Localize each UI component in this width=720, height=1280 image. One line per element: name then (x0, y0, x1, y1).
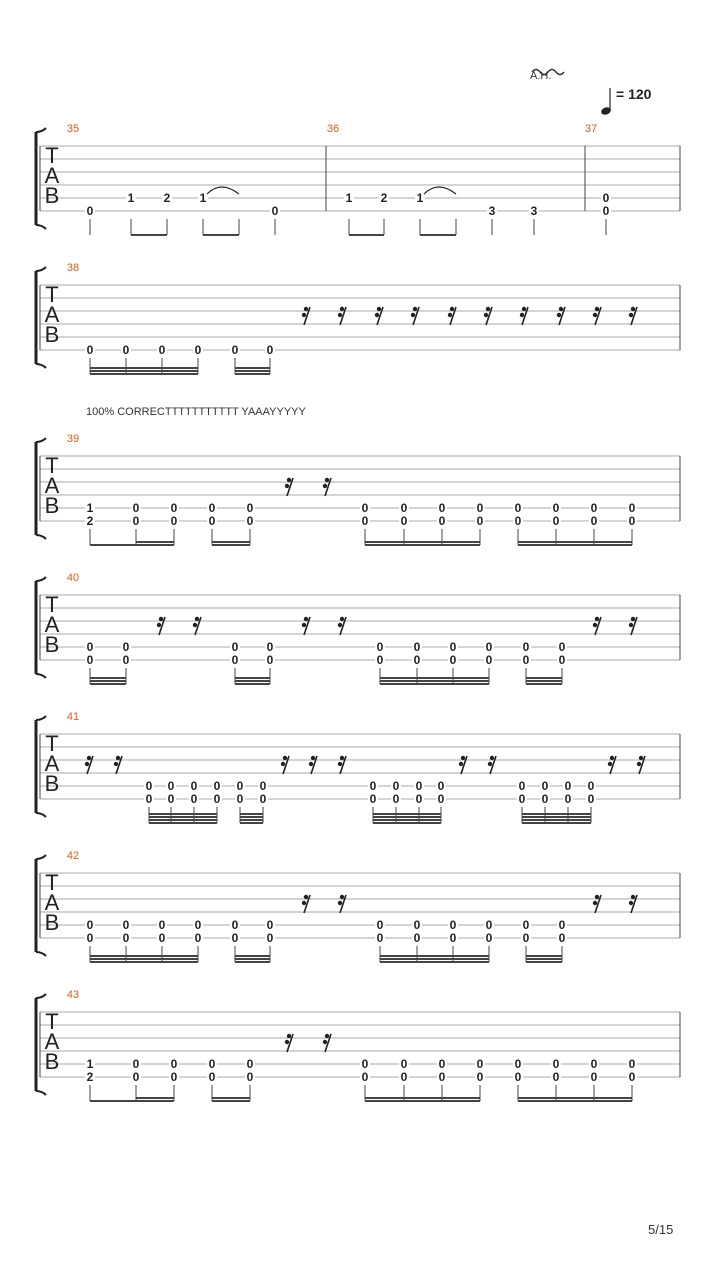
rest-dot (631, 895, 635, 899)
rest-dot (629, 901, 633, 905)
fret-number: 0 (514, 501, 522, 515)
tab-clef-letter-t: T (45, 1009, 59, 1034)
fret-number: 0 (271, 204, 279, 218)
rest-dot (281, 762, 285, 766)
rest-dot (287, 478, 291, 482)
tab-clef-letter-b: B (44, 910, 60, 935)
fret-number: 0 (369, 779, 377, 793)
fret-number: 0 (541, 792, 549, 806)
rest-dot (340, 895, 344, 899)
rest-dot (557, 313, 561, 317)
fret-number: 0 (361, 501, 369, 515)
fret-number: 2 (86, 514, 94, 528)
fret-number: 0 (167, 792, 175, 806)
fret-number: 0 (194, 931, 202, 945)
rest-dot (639, 756, 643, 760)
fret-number: 0 (122, 343, 130, 357)
fret-number: 0 (231, 653, 239, 667)
fret-number: 0 (194, 343, 202, 357)
rest-dot (87, 756, 91, 760)
fret-number: 0 (158, 918, 166, 932)
fret-number: 0 (392, 792, 400, 806)
fret-number: 3 (530, 204, 538, 218)
rest-dot (522, 307, 526, 311)
fret-number: 0 (194, 918, 202, 932)
fret-number: 0 (413, 653, 421, 667)
fret-number: 0 (376, 640, 384, 654)
fret-number: 0 (376, 931, 384, 945)
rest-dot (193, 623, 197, 627)
tab-clef-letter-a: A (44, 751, 60, 776)
bracket-top-hook (36, 128, 46, 132)
fret-number: 0 (552, 1057, 560, 1071)
rest-dot (411, 313, 415, 317)
measure-number: 40 (66, 572, 80, 584)
fret-number: 0 (190, 792, 198, 806)
rest-dot (486, 307, 490, 311)
fret-number: 0 (208, 514, 216, 528)
fret-number: 0 (122, 640, 130, 654)
fret-number: 0 (145, 779, 153, 793)
rest-dot (323, 1040, 327, 1044)
fret-number: 0 (231, 343, 239, 357)
fret-number: 0 (564, 779, 572, 793)
fret-number: 0 (590, 1057, 598, 1071)
tab-clef-letter-a: A (44, 163, 60, 188)
fret-number: 0 (86, 653, 94, 667)
bracket-bottom-hook (36, 952, 46, 956)
fret-number: 0 (231, 931, 239, 945)
fret-number: 0 (158, 343, 166, 357)
fret-number: 0 (246, 1070, 254, 1084)
fret-number: 1 (199, 191, 207, 205)
rest-dot (595, 307, 599, 311)
fret-number: 0 (552, 514, 560, 528)
fret-number: 0 (132, 501, 140, 515)
tab-clef-letter-t: T (45, 592, 59, 617)
fret-number: 0 (476, 501, 484, 515)
tab-clef-letter-t: T (45, 143, 59, 168)
fret-number: 0 (246, 514, 254, 528)
fret-number: 0 (558, 918, 566, 932)
fret-number: 0 (122, 653, 130, 667)
artificial-harmonic-label: A.H. (530, 70, 552, 82)
fret-number: 2 (380, 191, 388, 205)
fret-number: 0 (449, 640, 457, 654)
rest-dot (559, 307, 563, 311)
fret-number: 0 (266, 343, 274, 357)
fret-number: 0 (587, 792, 595, 806)
tab-clef-letter-t: T (45, 453, 59, 478)
tab-clef-letter-t: T (45, 731, 59, 756)
fret-number: 0 (266, 931, 274, 945)
rest-dot (338, 313, 342, 317)
rest-dot (631, 307, 635, 311)
measure-number: 43 (66, 989, 80, 1001)
bracket-top-hook (36, 716, 46, 720)
fret-number: 0 (590, 1070, 598, 1084)
rest-dot (325, 478, 329, 482)
fret-number: 0 (231, 640, 239, 654)
fret-number: 0 (170, 501, 178, 515)
rest-dot (157, 623, 161, 627)
fret-number: 0 (132, 1057, 140, 1071)
fret-number: 0 (449, 918, 457, 932)
fret-number: 0 (208, 501, 216, 515)
rest-dot (304, 895, 308, 899)
rest-dot (116, 756, 120, 760)
fret-number: 0 (415, 792, 423, 806)
rest-dot (302, 313, 306, 317)
rest-dot (338, 901, 342, 905)
fret-number: 0 (438, 514, 446, 528)
rest-dot (593, 901, 597, 905)
measure-number: 36 (326, 123, 340, 135)
fret-number: 0 (376, 918, 384, 932)
bracket-top-hook (36, 577, 46, 581)
rest-dot (450, 307, 454, 311)
rest-dot (413, 307, 417, 311)
fret-number: 0 (236, 792, 244, 806)
fret-number: 0 (413, 931, 421, 945)
fret-number: 0 (514, 1070, 522, 1084)
fret-number: 0 (361, 1070, 369, 1084)
measure-number: 38 (66, 262, 80, 274)
rest-dot (159, 617, 163, 621)
fret-number: 0 (413, 918, 421, 932)
fret-number: 0 (158, 931, 166, 945)
fret-number: 0 (437, 779, 445, 793)
rest-dot (285, 1040, 289, 1044)
fret-number: 0 (122, 931, 130, 945)
fret-number: 0 (449, 931, 457, 945)
fret-number: 2 (163, 191, 171, 205)
fret-number: 0 (514, 1057, 522, 1071)
fret-number: 0 (438, 501, 446, 515)
fret-number: 0 (400, 1070, 408, 1084)
tab-clef-letter-b: B (44, 632, 60, 657)
fret-number: 0 (628, 514, 636, 528)
rest-dot (302, 623, 306, 627)
rest-dot (631, 617, 635, 621)
rest-dot (488, 762, 492, 766)
rest-dot (595, 617, 599, 621)
rest-dot (459, 762, 463, 766)
fret-number: 1 (416, 191, 424, 205)
fret-number: 0 (602, 191, 610, 205)
rest-dot (377, 307, 381, 311)
fret-number: 0 (170, 514, 178, 528)
tab-clef-letter-a: A (44, 612, 60, 637)
fret-number: 0 (541, 779, 549, 793)
fret-number: 0 (552, 1070, 560, 1084)
bracket-top-hook (36, 438, 46, 442)
rest-dot (340, 617, 344, 621)
rest-dot (629, 313, 633, 317)
tab-clef-letter-a: A (44, 1029, 60, 1054)
rest-dot (309, 762, 313, 766)
fret-number: 0 (485, 653, 493, 667)
rest-dot (304, 307, 308, 311)
fret-number: 0 (145, 792, 153, 806)
fret-number: 0 (558, 653, 566, 667)
fret-number: 0 (415, 779, 423, 793)
rest-dot (311, 756, 315, 760)
rest-dot (375, 313, 379, 317)
fret-number: 0 (485, 640, 493, 654)
rest-dot (461, 756, 465, 760)
fret-number: 0 (476, 1070, 484, 1084)
fret-number: 0 (587, 779, 595, 793)
rest-dot (304, 617, 308, 621)
tempo-marking: = 120 (616, 86, 652, 102)
rest-dot (484, 313, 488, 317)
tab-clef-letter-b: B (44, 493, 60, 518)
fret-number: 3 (488, 204, 496, 218)
fret-number: 0 (266, 640, 274, 654)
rest-dot (593, 623, 597, 627)
fret-number: 0 (522, 653, 530, 667)
fret-number: 0 (476, 514, 484, 528)
fret-number: 0 (628, 1070, 636, 1084)
fret-number: 0 (231, 918, 239, 932)
rest-dot (287, 1034, 291, 1038)
fret-number: 1 (345, 191, 353, 205)
rest-dot (114, 762, 118, 766)
fret-number: 0 (522, 918, 530, 932)
slur-tie (207, 187, 239, 194)
fret-number: 0 (400, 501, 408, 515)
fret-number: 0 (376, 653, 384, 667)
fret-number: 0 (236, 779, 244, 793)
fret-number: 0 (170, 1070, 178, 1084)
fret-number: 0 (86, 343, 94, 357)
fret-number: 0 (514, 514, 522, 528)
rest-dot (323, 484, 327, 488)
bracket-top-hook (36, 855, 46, 859)
fret-number: 0 (266, 653, 274, 667)
bracket-bottom-hook (36, 813, 46, 817)
rest-dot (629, 623, 633, 627)
measure-number: 39 (66, 433, 80, 445)
rest-dot (285, 484, 289, 488)
fret-number: 0 (628, 501, 636, 515)
measure-number: 35 (66, 123, 80, 135)
fret-number: 0 (522, 931, 530, 945)
tab-clef-letter-t: T (45, 870, 59, 895)
fret-number: 0 (266, 918, 274, 932)
fret-number: 0 (485, 918, 493, 932)
fret-number: 0 (518, 779, 526, 793)
fret-number: 0 (208, 1070, 216, 1084)
fret-number: 0 (361, 514, 369, 528)
page-number: 5/15 (648, 1222, 674, 1237)
fret-number: 0 (590, 501, 598, 515)
fret-number: 0 (132, 514, 140, 528)
measure-number: 42 (66, 850, 80, 862)
fret-number: 0 (259, 779, 267, 793)
rest-dot (593, 313, 597, 317)
fret-number: 0 (259, 792, 267, 806)
fret-number: 0 (132, 1070, 140, 1084)
rest-dot (302, 901, 306, 905)
fret-number: 0 (558, 640, 566, 654)
fret-number: 0 (449, 653, 457, 667)
fret-number: 0 (438, 1070, 446, 1084)
bracket-bottom-hook (36, 535, 46, 539)
tab-clef-letter-b: B (44, 183, 60, 208)
fret-number: 0 (602, 204, 610, 218)
fret-number: 0 (190, 779, 198, 793)
fret-number: 0 (167, 779, 175, 793)
fret-number: 0 (400, 1057, 408, 1071)
rest-dot (448, 313, 452, 317)
fret-number: 0 (413, 640, 421, 654)
fret-number: 0 (392, 779, 400, 793)
fret-number: 0 (246, 501, 254, 515)
bracket-bottom-hook (36, 1091, 46, 1095)
slur-tie (424, 187, 456, 194)
rest-dot (325, 1034, 329, 1038)
measure-number: 41 (66, 711, 80, 723)
bracket-bottom-hook (36, 225, 46, 229)
fret-number: 0 (558, 931, 566, 945)
bracket-top-hook (36, 267, 46, 271)
fret-number: 0 (476, 1057, 484, 1071)
fret-number: 0 (170, 1057, 178, 1071)
fret-number: 0 (369, 792, 377, 806)
fret-number: 0 (122, 918, 130, 932)
tab-clef-letter-t: T (45, 282, 59, 307)
measure-number: 37 (584, 123, 598, 135)
fret-number: 1 (127, 191, 135, 205)
rest-dot (283, 756, 287, 760)
text-annotation: 100% CORRECTTTTTTTTTTT YAAAYYYYY (86, 406, 306, 418)
rest-dot (340, 756, 344, 760)
rest-dot (610, 756, 614, 760)
fret-number: 0 (86, 918, 94, 932)
tab-clef-letter-b: B (44, 771, 60, 796)
fret-number: 0 (86, 204, 94, 218)
bracket-bottom-hook (36, 674, 46, 678)
fret-number: 0 (86, 931, 94, 945)
fret-number: 0 (485, 931, 493, 945)
tab-clef-letter-a: A (44, 890, 60, 915)
fret-number: 0 (208, 1057, 216, 1071)
fret-number: 0 (518, 792, 526, 806)
rest-dot (608, 762, 612, 766)
fret-number: 0 (86, 640, 94, 654)
fret-number: 1 (86, 1057, 94, 1071)
fret-number: 0 (564, 792, 572, 806)
fret-number: 0 (400, 514, 408, 528)
tab-clef-letter-b: B (44, 322, 60, 347)
rest-dot (490, 756, 494, 760)
fret-number: 2 (86, 1070, 94, 1084)
fret-number: 1 (86, 501, 94, 515)
rest-dot (520, 313, 524, 317)
bracket-bottom-hook (36, 364, 46, 368)
rest-dot (338, 623, 342, 627)
bracket-top-hook (36, 994, 46, 998)
fret-number: 0 (552, 501, 560, 515)
fret-number: 0 (246, 1057, 254, 1071)
rest-dot (340, 307, 344, 311)
fret-number: 0 (437, 792, 445, 806)
rest-dot (85, 762, 89, 766)
rest-dot (595, 895, 599, 899)
fret-number: 0 (213, 792, 221, 806)
fret-number: 0 (628, 1057, 636, 1071)
fret-number: 0 (438, 1057, 446, 1071)
fret-number: 0 (590, 514, 598, 528)
tab-clef-letter-b: B (44, 1049, 60, 1074)
rest-dot (338, 762, 342, 766)
tab-clef-letter-a: A (44, 302, 60, 327)
fret-number: 0 (361, 1057, 369, 1071)
rest-dot (637, 762, 641, 766)
fret-number: 0 (522, 640, 530, 654)
tab-clef-letter-a: A (44, 473, 60, 498)
fret-number: 0 (213, 779, 221, 793)
rest-dot (195, 617, 199, 621)
